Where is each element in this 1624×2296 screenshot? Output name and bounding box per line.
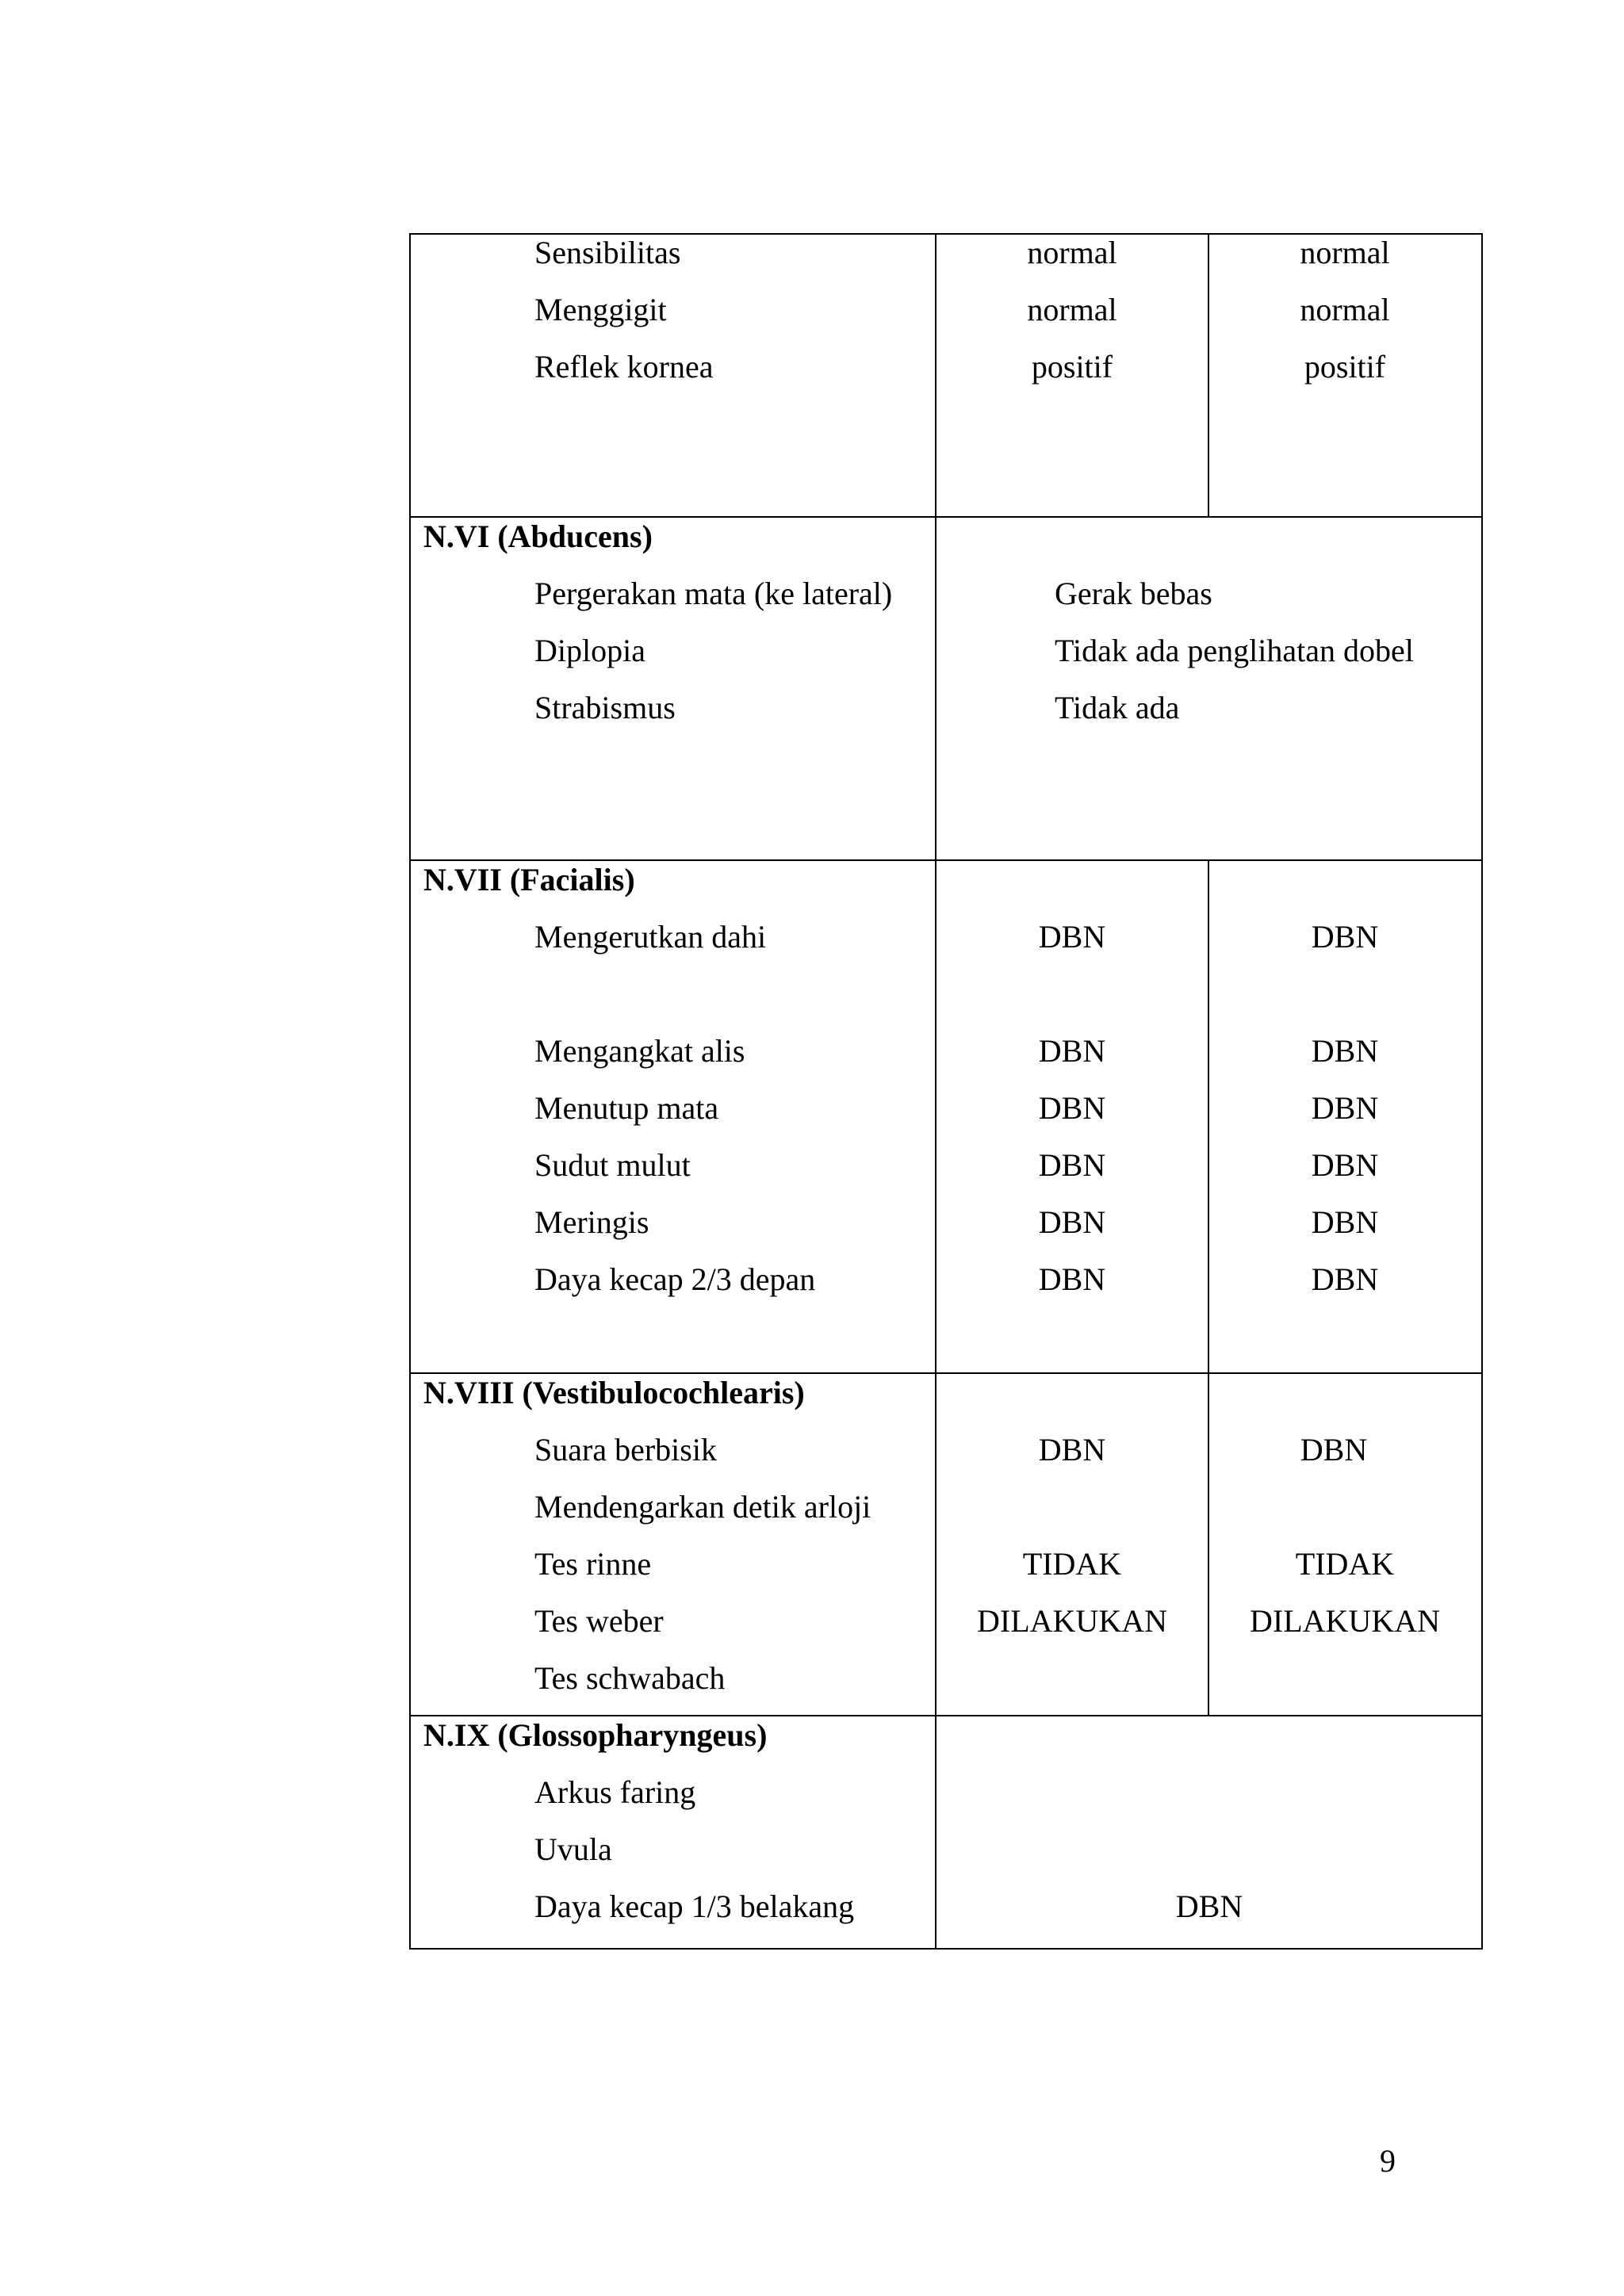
page-number: 9 [1380,2143,1396,2179]
result-merged: Gerak bebas [1055,576,1212,611]
exam-item: Daya kecap 1/3 belakang [534,1888,855,1924]
exam-item: Mendengarkan detik arloji [534,1489,871,1525]
result-right: DILAKUKAN [977,1603,1167,1639]
result-left: DBN [1311,1147,1379,1183]
table-border-right [1481,233,1483,1950]
nerve-header: N.VI (Abducens) [423,519,653,554]
exam-item: Suara berbisik [534,1432,717,1468]
column-divider [935,233,936,1950]
result-left: positif [1304,349,1386,385]
cranial-nerve-exam-table [409,233,1483,1950]
exam-item: Menggigit [534,292,667,327]
column-divider-inner [1208,233,1209,518]
result-left: DBN [1311,1090,1379,1126]
exam-item: Mengangkat alis [534,1033,745,1069]
nerve-header: N.VII (Facialis) [423,862,635,897]
exam-item: Reflek kornea [534,349,714,385]
result-right: DBN [1038,1090,1106,1126]
result-left: DBN [1311,1204,1379,1240]
result-right: DBN [1038,1204,1106,1240]
result-right: DBN [1038,1261,1106,1297]
exam-item: Tes weber [534,1603,664,1639]
exam-item: Menutup mata [534,1090,719,1126]
result-merged: DBN [1175,1888,1243,1924]
exam-item: Sudut mulut [534,1147,691,1183]
exam-item: Arkus faring [534,1774,696,1810]
result-right: normal [1027,235,1117,270]
table-border-bottom [409,1948,1483,1950]
result-right: DBN [1038,1033,1106,1069]
nerve-header: N.IX (Glossopharyngeus) [423,1717,768,1753]
exam-item: Meringis [534,1204,649,1240]
result-left: TIDAK [1295,1546,1395,1582]
result-right: TIDAK [1022,1546,1122,1582]
result-right: positif [1031,349,1113,385]
result-merged: Tidak ada [1055,690,1180,725]
exam-item: Uvula [534,1831,612,1867]
exam-item: Mengerutkan dahi [534,919,767,955]
nerve-header: N.VIII (Vestibulocochlearis) [423,1375,805,1410]
result-merged: Tidak ada penglihatan dobel [1055,633,1414,668]
result-right: normal [1027,292,1117,327]
exam-item: Diplopia [534,633,645,668]
exam-item: Tes schwabach [534,1660,726,1696]
result-right: DBN [1038,1432,1106,1468]
exam-item: Sensibilitas [534,235,681,270]
result-right: DBN [1038,919,1106,955]
exam-item: Daya kecap 2/3 depan [534,1261,816,1297]
result-left: normal [1300,292,1390,327]
exam-item: Tes rinne [534,1546,652,1582]
exam-item: Pergerakan mata (ke lateral) [534,576,893,611]
exam-item: Strabismus [534,690,676,725]
column-divider-inner [1208,859,1209,1716]
result-left: DBN [1311,1261,1379,1297]
table-border-left [409,233,411,1950]
result-left: normal [1300,235,1390,270]
result-left: DBN [1300,1432,1368,1468]
result-left: DILAKUKAN [1250,1603,1440,1639]
result-right: DBN [1038,1147,1106,1183]
result-left: DBN [1311,1033,1379,1069]
result-left: DBN [1311,919,1379,955]
